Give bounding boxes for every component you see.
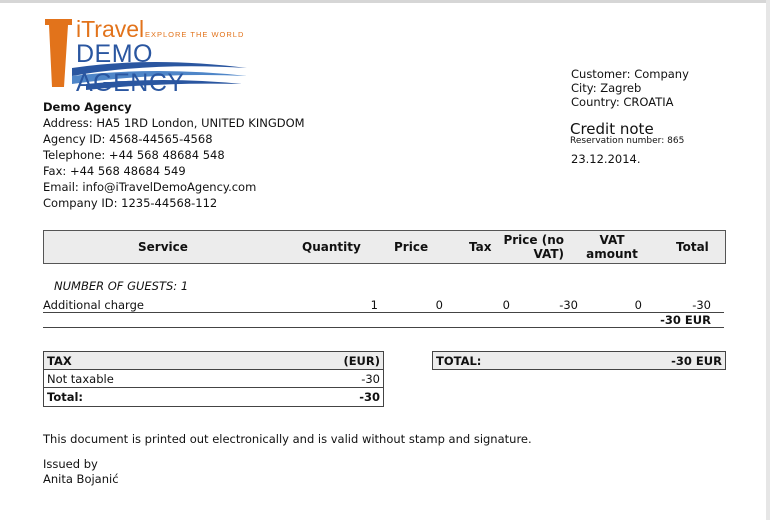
- agency-company-id: Company ID: 1235-44568-112: [43, 196, 218, 210]
- agency-fax: Fax: +44 568 48684 549: [43, 164, 186, 178]
- logo-brand: iTravel: [76, 16, 145, 42]
- cell-vat-amount: 0: [634, 298, 642, 312]
- tax-line-label: Not taxable: [47, 372, 114, 386]
- header-vat-amount: [582, 233, 642, 261]
- agency-details: [43, 99, 305, 211]
- items-table-header: [43, 230, 726, 264]
- cell-quantity: 1: [370, 298, 378, 312]
- header-price-no-vat-line1: Price (no: [503, 233, 564, 247]
- scrollbar-track[interactable]: [766, 0, 770, 520]
- customer-details: [571, 67, 689, 109]
- header-service: Service: [138, 240, 188, 254]
- header-vat-line1: VAT: [599, 233, 625, 247]
- header-price: Price: [394, 240, 429, 254]
- header-quantity: Quantity: [302, 240, 361, 254]
- logo-tagline: EXPLORE THE WORLD: [145, 30, 245, 39]
- tax-summary-box: [43, 351, 384, 407]
- agency-logo: [42, 16, 254, 97]
- header-total: Total: [676, 240, 709, 254]
- header-price-no-vat: [494, 233, 564, 261]
- tax-summary-line: [44, 370, 383, 387]
- cell-price: 0: [435, 298, 443, 312]
- items-grand-total: -30 EUR: [660, 313, 711, 327]
- guests-count: NUMBER OF GUESTS: 1: [54, 279, 189, 293]
- logo-name: DEMO AGENCY: [76, 40, 185, 97]
- total-summary-box: [432, 351, 726, 370]
- total-label: TOTAL:: [436, 354, 482, 368]
- issuer-name: Anita Bojanić: [43, 472, 119, 486]
- total-value: -30 EUR: [671, 354, 722, 368]
- issued-by-block: [43, 457, 119, 487]
- document-title: Credit note: [570, 120, 654, 138]
- table-row: [43, 297, 724, 313]
- tax-header-currency: (EUR): [343, 354, 380, 368]
- cell-service: Additional charge: [43, 298, 144, 312]
- window-top-border: [0, 0, 770, 3]
- agency-name: Demo Agency: [43, 100, 132, 114]
- agency-email: Email: info@iTravelDemoAgency.com: [43, 180, 257, 194]
- tax-total-value: -30: [359, 390, 380, 404]
- cell-tax: 0: [502, 298, 510, 312]
- customer-country: Country: CROATIA: [571, 95, 674, 109]
- tax-total-label: Total:: [47, 390, 84, 404]
- agency-address: Address: HA5 1RD London, UNITED KINGDOM: [43, 116, 305, 130]
- agency-id: Agency ID: 4568-44565-4568: [43, 132, 213, 146]
- tax-line-value: -30: [361, 372, 380, 386]
- header-vat-line2: amount: [586, 247, 638, 261]
- tax-header-label: TAX: [47, 354, 72, 368]
- cell-price-no-vat: -30: [559, 298, 578, 312]
- header-price-no-vat-line2: VAT): [533, 247, 564, 261]
- header-tax: Tax: [469, 240, 492, 254]
- reservation-number: Reservation number: 865: [570, 136, 685, 146]
- issued-by-label: Issued by: [43, 457, 98, 471]
- cell-total: -30: [692, 298, 711, 312]
- tax-summary-header: [44, 352, 383, 370]
- customer-name: Customer: Company: [571, 67, 689, 81]
- footer-disclaimer: This document is printed out electronically and is valid without stamp and signature.: [43, 432, 532, 446]
- items-grand-total-row: [43, 313, 724, 328]
- customer-city: City: Zagreb: [571, 81, 642, 95]
- agency-telephone: Telephone: +44 568 48684 548: [43, 148, 225, 162]
- document-date: 23.12.2014.: [571, 152, 641, 166]
- tax-summary-total: [44, 387, 383, 405]
